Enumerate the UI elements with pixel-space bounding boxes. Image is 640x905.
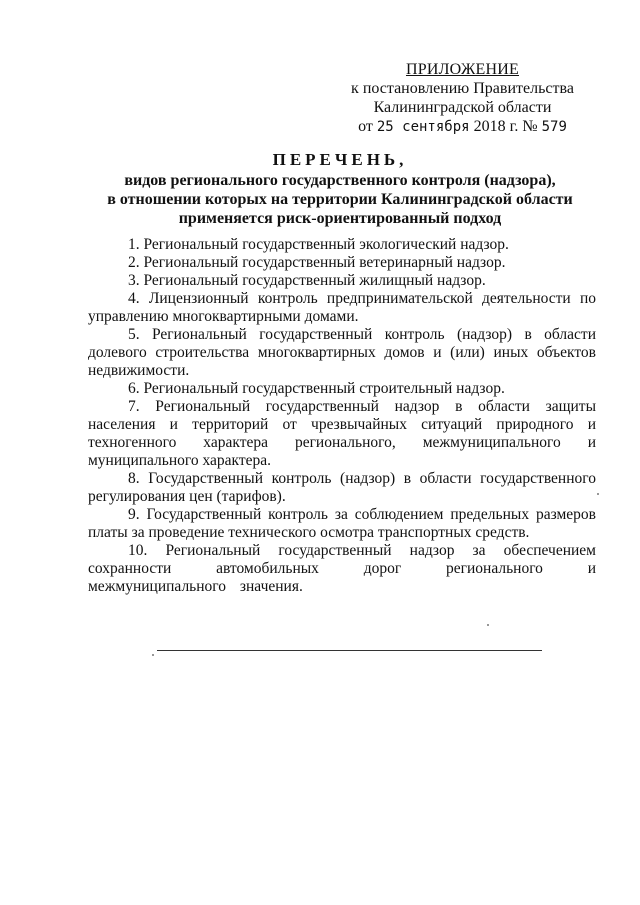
list-item: 6. Региональный государственный строительный надзор.	[128, 380, 505, 397]
date-year: 2018 г.	[473, 118, 519, 135]
heading-line-1: видов регионального государственного контроля (надзора),	[124, 172, 556, 189]
control-types-list	[88, 236, 596, 596]
list-item: 8. Государственный контроль (надзор) в области государственного регулирования цен (тарифов).	[88, 470, 596, 505]
list-item: 3. Региональный государственный жилищный надзор.	[128, 272, 486, 289]
date-prefix: от	[358, 118, 373, 135]
scan-speck	[487, 624, 489, 626]
list-item: 5. Региональный государственный контроль (надзор) в области долевого строительства многоквартирных домов и (или) иных объектов недвижимости.	[88, 326, 596, 379]
list-item: 1. Региональный государственный экологический надзор.	[128, 236, 509, 253]
number-sign: №	[522, 118, 538, 135]
list-item: 7. Региональный государственный надзор в области защиты населения и территорий от чрезвычайных ситуаций природного и техногенного характера регионального, межмуниципального и муниципального характера.	[88, 398, 596, 469]
list-item: 9. Государственный контроль за соблюдением предельных размеров платы за проведение технического осмотра транспортных средств.	[88, 506, 596, 541]
appendix-title: ПРИЛОЖЕНИЕ	[405, 61, 519, 78]
date-value: 25 сентября	[376, 119, 470, 135]
scan-speck	[152, 654, 154, 656]
list-item: 2. Региональный государственный ветеринарный надзор.	[128, 254, 506, 271]
heading-line-3: применяется риск-ориентированный подход	[178, 210, 502, 227]
heading-line-2: в отношении которых на территории Калининградской области	[107, 191, 573, 208]
document-number: 579	[541, 119, 567, 135]
appendix-line-1: к постановлению Правительства	[351, 80, 574, 97]
scan-speck	[597, 493, 599, 495]
appendix-date-line	[340, 117, 585, 137]
closing-divider	[157, 650, 542, 651]
appendix-header	[340, 60, 585, 137]
appendix-line-2: Калининградской области	[373, 99, 552, 116]
list-item: 10. Региональный государственный надзор за обеспечением сохранности автомобильных дорог регионального и межмуниципального значения.	[88, 542, 596, 595]
document-title: ПЕРЕЧЕНЬ,	[272, 150, 408, 169]
list-item: 4. Лицензионный контроль предпринимательской деятельности по управлению многоквартирными домами.	[88, 290, 596, 325]
document-heading	[80, 150, 600, 228]
